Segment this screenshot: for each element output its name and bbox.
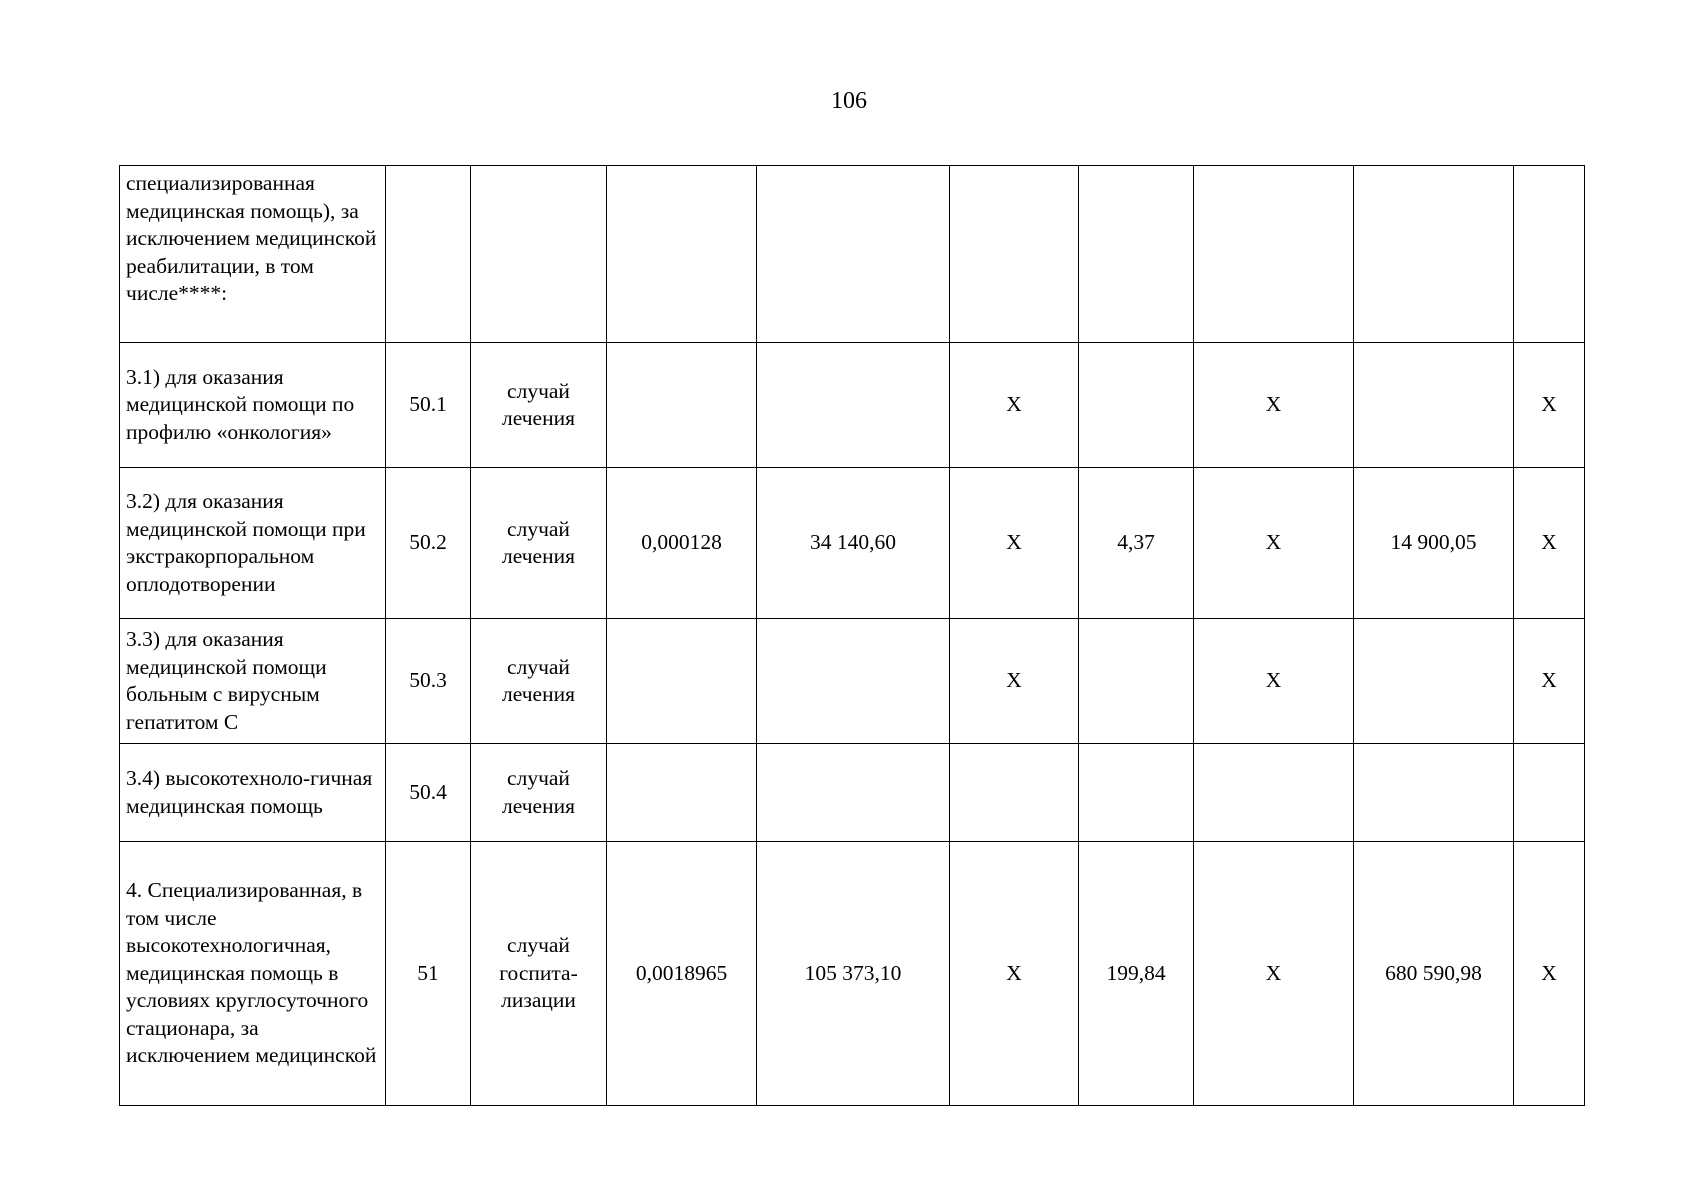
row-col8-cell: Х: [1194, 468, 1354, 619]
row-col8-cell: Х: [1194, 619, 1354, 744]
unit-line: случай: [507, 516, 570, 541]
row-col6-cell: Х: [950, 842, 1079, 1106]
row-cost-cell: 105 373,10: [757, 842, 950, 1106]
row-col7-cell: [1079, 343, 1194, 468]
row-name-cell: 4. Специализированная, в том числе высокотехнологичная, медицинская помощь в условиях круглосуточного стационара, за исключением медицинской: [120, 842, 386, 1106]
row-cost-cell: [757, 166, 950, 343]
table-row: [120, 842, 1585, 1106]
row-code-cell: 51: [386, 842, 471, 1106]
row-col9-cell: [1354, 343, 1514, 468]
row-name-cell: специализированная медицинская помощь), за исключением медицинской реабилитации, в том числе****:: [120, 166, 386, 343]
unit-line: случай: [507, 766, 570, 790]
row-col7-cell: [1079, 619, 1194, 744]
row-cost-cell: [757, 619, 950, 744]
table-row: [120, 166, 1585, 343]
row-norm-cell: 0,000128: [607, 468, 757, 619]
table-row: [120, 343, 1585, 468]
row-col6-cell: Х: [950, 468, 1079, 619]
row-col10-cell: Х: [1514, 619, 1585, 744]
row-unit-cell: [471, 842, 607, 1106]
row-col10-cell: [1514, 744, 1585, 842]
row-col6-cell: [950, 166, 1079, 343]
row-col8-cell: Х: [1194, 842, 1354, 1106]
row-unit-cell: [471, 166, 607, 343]
row-norm-cell: 0,0018965: [607, 842, 757, 1106]
row-code-cell: 50.1: [386, 343, 471, 468]
row-col6-cell: [950, 744, 1079, 842]
row-code-cell: 50.4: [386, 744, 471, 842]
row-col10-cell: Х: [1514, 842, 1585, 1106]
unit-line: лечения: [502, 406, 575, 430]
row-unit-cell: [471, 468, 607, 619]
row-unit-cell: [471, 619, 607, 744]
unit-line: лизации: [501, 988, 576, 1013]
row-norm-cell: [607, 343, 757, 468]
unit-line: случай: [507, 933, 570, 958]
table-row: [120, 619, 1585, 744]
row-col9-cell: [1354, 744, 1514, 842]
table-row: [120, 468, 1585, 619]
row-name-cell: 3.1) для оказания медицинской помощи по профилю «онкология»: [120, 343, 386, 468]
row-code-cell: 50.3: [386, 619, 471, 744]
row-name-cell: 3.2) для оказания медицинской помощи при экстракорпоральном оплодотворении: [120, 468, 386, 619]
row-col7-cell: 4,37: [1079, 468, 1194, 619]
row-col7-cell: 199,84: [1079, 842, 1194, 1106]
unit-line: лечения: [502, 544, 575, 568]
row-col7-cell: [1079, 166, 1194, 343]
row-col10-cell: Х: [1514, 343, 1585, 468]
row-col8-cell: [1194, 744, 1354, 842]
unit-line: случай: [507, 654, 570, 679]
page-number: 106: [831, 88, 867, 114]
row-cost-cell: [757, 744, 950, 842]
row-unit-cell: [471, 343, 607, 468]
unit-line: лечения: [502, 682, 575, 706]
row-norm-cell: [607, 619, 757, 744]
row-col7-cell: [1079, 744, 1194, 842]
financing-table: [119, 165, 1585, 1106]
row-col9-cell: 14 900,05: [1354, 468, 1514, 619]
row-col9-cell: 680 590,98: [1354, 842, 1514, 1106]
row-name-cell: 3.3) для оказания медицинской помощи больным с вирусным гепатитом С: [120, 619, 386, 744]
row-name-cell: 3.4) высокотехноло-гичная медицинская помощь: [120, 744, 386, 842]
row-col8-cell: [1194, 166, 1354, 343]
table-row: [120, 744, 1585, 842]
row-col9-cell: [1354, 166, 1514, 343]
row-unit-cell: [471, 744, 607, 842]
row-code-cell: 50.2: [386, 468, 471, 619]
row-cost-cell: [757, 343, 950, 468]
row-norm-cell: [607, 744, 757, 842]
row-col10-cell: Х: [1514, 468, 1585, 619]
row-col9-cell: [1354, 619, 1514, 744]
row-col10-cell: [1514, 166, 1585, 343]
row-cost-cell: 34 140,60: [757, 468, 950, 619]
row-col6-cell: Х: [950, 343, 1079, 468]
unit-line: госпита-: [499, 960, 578, 985]
row-norm-cell: [607, 166, 757, 343]
row-code-cell: [386, 166, 471, 343]
unit-line: случай: [507, 378, 570, 403]
unit-line: лечения: [502, 793, 575, 818]
row-col6-cell: Х: [950, 619, 1079, 744]
row-col8-cell: Х: [1194, 343, 1354, 468]
